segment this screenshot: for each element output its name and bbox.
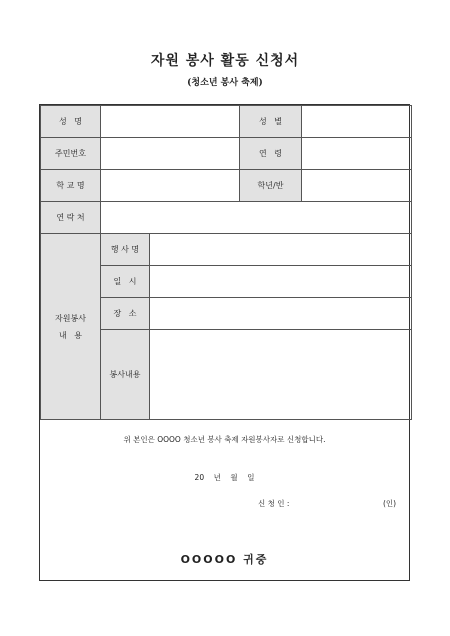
row-event-name	[41, 234, 412, 266]
input-content[interactable]	[150, 330, 412, 420]
applicant-label: 신 청 인 :	[258, 499, 290, 508]
input-school[interactable]	[101, 170, 240, 202]
input-name[interactable]	[101, 106, 240, 138]
recipient: OOOOO 귀중	[180, 553, 269, 566]
input-datetime[interactable]	[150, 266, 412, 298]
input-place[interactable]	[150, 298, 412, 330]
label-event-name: 행 사 명	[101, 234, 150, 266]
declaration-section	[40, 420, 409, 582]
label-volunteer-section	[41, 234, 101, 420]
input-grade[interactable]	[302, 170, 412, 202]
input-gender[interactable]	[302, 106, 412, 138]
label-id-number: 주민번호	[41, 138, 101, 170]
label-gender: 성 별	[240, 106, 302, 138]
label-name: 성 명	[41, 106, 101, 138]
label-datetime: 일 시	[101, 266, 150, 298]
label-school: 학 교 명	[41, 170, 101, 202]
document-title: 자원 봉사 활동 신청서	[150, 53, 300, 69]
row-contact	[41, 202, 412, 234]
application-form	[39, 104, 410, 581]
label-grade: 학년/반	[240, 170, 302, 202]
input-age[interactable]	[302, 138, 412, 170]
row-school-grade	[41, 170, 412, 202]
label-volunteer-line1: 자원봉사	[55, 313, 86, 323]
input-id-number[interactable]	[101, 138, 240, 170]
label-contact: 연 락 처	[41, 202, 101, 234]
date-line: 20 년 월 일	[194, 473, 255, 482]
declaration-statement: 위 본인은 OOOO 청소년 봉사 축제 자원봉사자로 신청합니다.	[123, 435, 326, 444]
label-age: 연 령	[240, 138, 302, 170]
form-table	[40, 105, 412, 420]
input-event-name[interactable]	[150, 234, 412, 266]
label-place: 장 소	[101, 298, 150, 330]
label-content: 봉사내용	[101, 330, 150, 420]
input-contact[interactable]	[101, 202, 412, 234]
row-id-age	[41, 138, 412, 170]
document-subtitle: (청소년 봉사 축제)	[187, 78, 263, 88]
row-name-gender	[41, 106, 412, 138]
label-volunteer-line2: 내 용	[58, 330, 83, 340]
seal-mark: (인)	[383, 499, 397, 508]
